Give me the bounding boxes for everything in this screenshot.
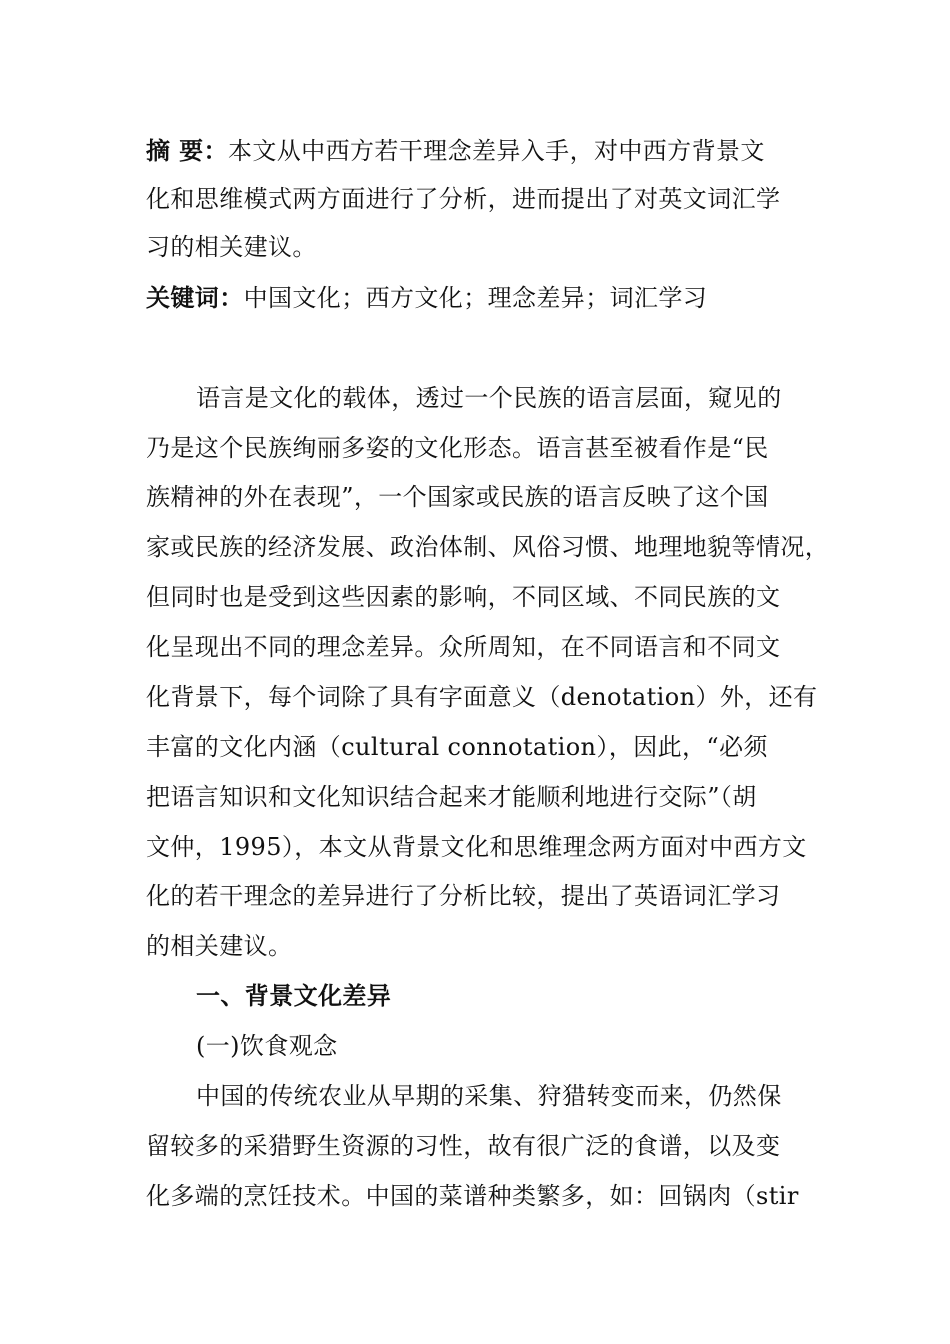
body-line: 化多端的烹饪技术。中国的菜谱种类繁多，如：回锅肉（stir	[146, 1182, 799, 1210]
intro-line: 化的若干理念的差异进行了分析比较，提出了英语词汇学习	[146, 882, 781, 910]
abstract-line-2: 化和思维模式两方面进行了分析，进而提出了对英文词汇学	[146, 185, 781, 213]
intro-line: 家或民族的经济发展、政治体制、风俗习惯、地理地貌等情况，	[146, 533, 830, 561]
abstract-line-1	[146, 136, 816, 166]
intro-line: 文仲，1995），本文从背景文化和思维理念两方面对中西方文	[146, 833, 807, 861]
keywords-label: 关键词：	[146, 283, 244, 312]
intro-line: 化呈现出不同的理念差异。众所周知，在不同语言和不同文	[146, 633, 781, 661]
intro-line: 丰富的文化内涵（cultural connotation），因此，“必须	[146, 733, 768, 761]
intro-line: 把语言知识和文化知识结合起来才能顺利地进行交际”（胡	[146, 783, 757, 811]
body-line: 留较多的采猎野生资源的习性，故有很广泛的食谱，以及变	[146, 1132, 781, 1160]
intro-line: 化背景下，每个词除了具有字面意义（denotation）外，还有	[146, 683, 818, 711]
abstract-text: 本文从中西方若干理念差异入手，对中西方背景文	[227, 137, 765, 165]
intro-line: 乃是这个民族绚丽多姿的文化形态。语言甚至被看作是“民	[146, 434, 769, 462]
keywords-value: 中国文化；西方文化；理念差异；词汇学习	[243, 284, 708, 312]
intro-line: 族精神的外在表现”，一个国家或民族的语言反映了这个国	[146, 483, 769, 511]
intro-line: 的相关建议。	[146, 932, 293, 960]
intro-line: 语言是文化的载体，透过一个民族的语言层面，窥见的	[196, 384, 782, 412]
section-heading: 一、背景文化差异	[196, 981, 392, 1010]
abstract-line-3: 习的相关建议。	[146, 233, 317, 261]
keywords-line	[146, 283, 816, 313]
subsection-heading: (一)饮食观念	[196, 1032, 338, 1060]
body-line: 中国的传统农业从早期的采集、狩猎转变而来，仍然保	[196, 1082, 782, 1110]
intro-line: 但同时也是受到这些因素的影响，不同区域、不同民族的文	[146, 583, 781, 611]
abstract-label: 摘 要：	[146, 136, 228, 165]
